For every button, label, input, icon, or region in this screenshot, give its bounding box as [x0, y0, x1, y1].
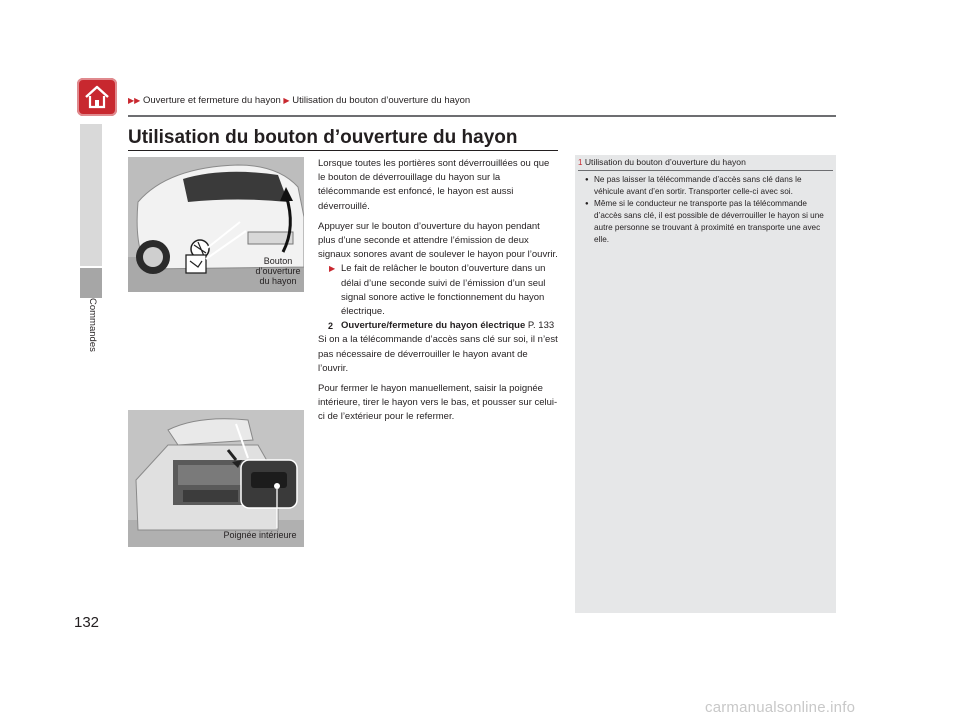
breadcrumb [128, 95, 470, 106]
tailgate-button-label [251, 256, 305, 286]
sub-note [318, 262, 558, 319]
header-divider [128, 115, 836, 117]
chapter-label: Commandes [87, 298, 98, 352]
breadcrumb-item[interactable]: Ouverture et fermeture du hayon [142, 95, 281, 106]
paragraph: Pour fermer le hayon manuellement, saisir la poignée intérieure, tirer le hayon vers le bas, et pousser sur celui-ci de l’extérieur pour le refermer. [318, 383, 558, 423]
reference-page[interactable]: P. 133 [527, 320, 555, 332]
home-button[interactable] [77, 78, 117, 116]
home-icon [83, 84, 111, 110]
sub-note-text: Le fait de relâcher le bouton d’ouverture dans un délai d’une seconde suivi de l’émission d’un seul signal sonore active le fonctionnement du hayon électrique. [341, 263, 546, 318]
note-number: 1 [578, 158, 583, 167]
chapter-tab[interactable] [80, 268, 102, 298]
label-line: d’ouverture [255, 266, 301, 276]
breadcrumb-arrow-icon: ▶▶ [128, 96, 141, 105]
side-strip [80, 124, 102, 266]
note-item: ● Ne pas laisser la télécommande d’accès sans clé dans le véhicule avant d’en sortir. Transporter celle-ci avec soi. [586, 174, 831, 198]
watermark: carmanualsonline.info [705, 699, 856, 716]
page-title: Utilisation du bouton d’ouverture du hayon [128, 127, 518, 148]
label-line: du hayon [259, 276, 297, 286]
paragraph: Si on a la télécommande d’accès sans clé sur soi, il n’est pas nécessaire de déverrouiller le hayon avant de l’ouvrir. [318, 334, 558, 374]
title-divider [128, 150, 558, 151]
page-number: 132 [74, 614, 100, 631]
label-line: Bouton [263, 256, 293, 266]
reference-icon: 2 [328, 321, 334, 332]
note-item: ● Même si le conducteur ne transporte pas la télécommande d’accès sans clé, il est possible de déverrouiller le hayon si une autre personne se trouvant à proximité en transporte une avec elle. [586, 198, 831, 246]
notes-heading [578, 157, 833, 171]
notes-heading-text: Utilisation du bouton d’ouverture du hayon [584, 157, 746, 167]
breadcrumb-arrow-icon: ▶ [283, 96, 290, 105]
cross-reference[interactable] [318, 319, 558, 333]
main-body [318, 157, 558, 431]
inner-handle-label: Poignée intérieure [223, 530, 297, 540]
notes-list [586, 174, 831, 246]
reference-title[interactable]: Ouverture/fermeture du hayon électrique [341, 320, 526, 332]
paragraph: Lorsque toutes les portières sont déverrouillées ou que le bouton de déverrouillage du hayon sur la télécommande est enfoncé, le hayon est aussi déverrouillé. [318, 158, 550, 212]
breadcrumb-item: Utilisation du bouton d’ouverture du hayon [292, 95, 471, 106]
paragraph: Appuyer sur le bouton d’ouverture du hayon pendant plus d’une seconde et attendre l’émission de deux signaux sonores avant de soulever le hayon pour l’ouvrir. [318, 220, 558, 261]
arrow-icon: ▶ [329, 264, 336, 274]
open-tailgate-illustration [128, 410, 304, 547]
open-tailgate-photo [128, 410, 304, 547]
